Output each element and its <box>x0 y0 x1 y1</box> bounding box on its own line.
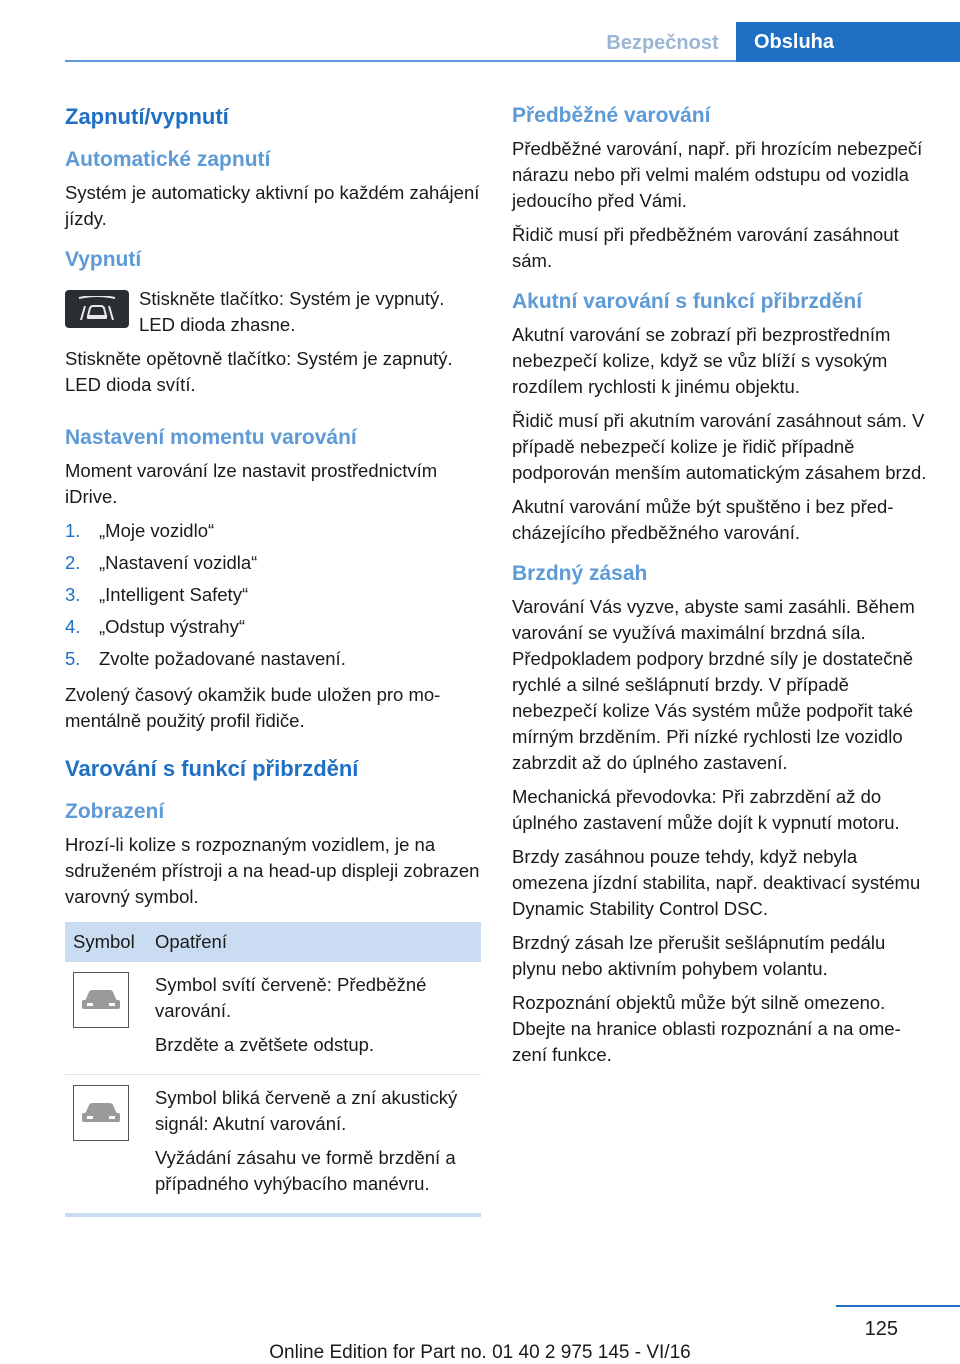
para-brzdny4: Brzdný zásah lze přerušit sešlápnutím pedálu plynu nebo aktivním pohybem volantu. <box>512 932 886 979</box>
table-header-row <box>65 922 481 962</box>
table-row <box>65 1075 481 1216</box>
list-item: 2. „Nastavení vozidla“ <box>65 552 258 573</box>
heading-vypnuti: Vypnutí <box>65 248 142 271</box>
heading-varovani: Varování s funkcí přibrzdění <box>65 756 359 781</box>
para-akutni: Akutní varování se zobrazí při bezprostředním nebezpečí kolize, když se vůz blíží s vysokým rozdílem rychlosti k jinému objektu. <box>512 324 891 397</box>
collision-warning-button-icon <box>65 290 129 328</box>
heading-predbezne: Předběžné varování <box>512 104 711 127</box>
para-nastaveni: Moment varování lze nastavit prostřednictvím iDrive. <box>65 460 438 507</box>
para-button2: Stiskněte opětovně tlačítko: Systém je zapnutý. LED dioda svítí. <box>65 348 453 395</box>
list-item: 1. „Moje vozidlo“ <box>65 520 215 541</box>
para-brzdny3: Brzdy zasáhnou pouze tehdy, když nebyla omezena jízdní stabilita, např. deaktivací systému Dynamic Stability Control DSC. <box>512 846 921 919</box>
heading-automaticke-zapnuti: Automatické zapnutí <box>65 148 271 171</box>
para-brzdny: Varování Vás vyzve, abyste sami zasáhli. Během varování se využívá maximální brzdná síla. Předpokladem podpory brzdné síly je dostatečně rychlé a silné sešlápnutí brzdy. V případě nebezpečí kolize Vás systém může podpořit také mírným brzděním. Při nízké rychlosti lze vozidlo zabrzdit až do úplného zastavení. <box>512 596 915 773</box>
tab-bezpecnost[interactable]: Bezpečnost <box>606 32 719 54</box>
symbol-cell <box>65 1075 147 1216</box>
left-column <box>65 96 481 1217</box>
col-header-symbol: Symbol <box>65 922 147 962</box>
edition-footer: Online Edition for Part no. 01 40 2 975 145 - VI/16 <box>269 1342 691 1363</box>
para-predbezne2: Řidič musí při předběžném varování zasáhnout sám. <box>512 224 899 271</box>
para-predbezne: Předběžné varování, např. při hrozícím nebezpečí nárazu nebo při velmi malém odstupu od vozidla jedoucího před Vámi. <box>512 138 923 211</box>
para-zobrazeni: Hrozí-li kolize s rozpoznaným vozidlem, je na sdruženém přístroji a na head-up displeji zobrazen varovný symbol. <box>65 834 480 907</box>
steps-list <box>65 518 481 672</box>
footer-rule <box>836 1305 960 1307</box>
para-button: Stiskněte tlačítko: Systém je vypnutý. LED dioda zhasne. <box>139 288 445 335</box>
para-akutni3: Akutní varování může být spuštěno i bez předcházejícího předběžného varování. <box>512 496 894 543</box>
list-item: 4. „Odstup výstrahy“ <box>65 616 245 637</box>
heading-zobrazeni: Zobrazení <box>65 800 165 823</box>
col-header-action: Opatření <box>147 922 481 962</box>
para-auto: Systém je automaticky aktivní po každém zahájení jízdy. <box>65 182 480 229</box>
action-cell: Symbol bliká červeně a zní akustický signál: Akutní varování. Vyžádání zásahu ve formě brzdění a případného vyhýbacího manévru. <box>147 1075 481 1216</box>
heading-zapnuti: Zapnutí/vypnutí <box>65 104 229 129</box>
symbol-table <box>65 922 481 1217</box>
list-item: 3. „Intelligent Safety“ <box>65 584 249 605</box>
table-row <box>65 962 481 1075</box>
symbol-cell <box>65 962 147 1075</box>
heading-akutni: Akutní varování s funkcí přibrzdění <box>512 290 863 313</box>
car-warning-icon <box>73 1085 129 1141</box>
right-column <box>512 96 928 1076</box>
para-akutni2: Řidič musí při akutním varování zasáhnout sám. V případě nebezpečí kolize je řidič případně podporován menším automatickým zásahem brzd. <box>512 410 927 483</box>
para-zvoleny: Zvolený časový okamžik bude uložen pro momentálně použitý profil řidiče. <box>65 684 441 731</box>
action-cell: Symbol svítí červeně: Předběžné varování. Brzděte a zvětšete odstup. <box>147 962 481 1075</box>
car-warning-icon <box>73 972 129 1028</box>
list-item: 5. Zvolte požadované nastavení. <box>65 648 346 669</box>
heading-brzdny: Brzdný zásah <box>512 562 648 585</box>
heading-nastaveni: Nastavení momentu varování <box>65 426 357 449</box>
page-number: 125 <box>864 1318 898 1340</box>
tab-obsluha[interactable]: Obsluha <box>736 22 960 62</box>
para-brzdny5: Rozpoznání objektů může být silně omezeno. Dbejte na hranice oblasti rozpoznání a na omezení funkce. <box>512 992 901 1065</box>
para-brzdny2: Mechanická převodovka: Při zabrzdění až do úplného zastavení může dojít k vypnutí motoru. <box>512 786 900 833</box>
button-instruction <box>65 286 481 338</box>
